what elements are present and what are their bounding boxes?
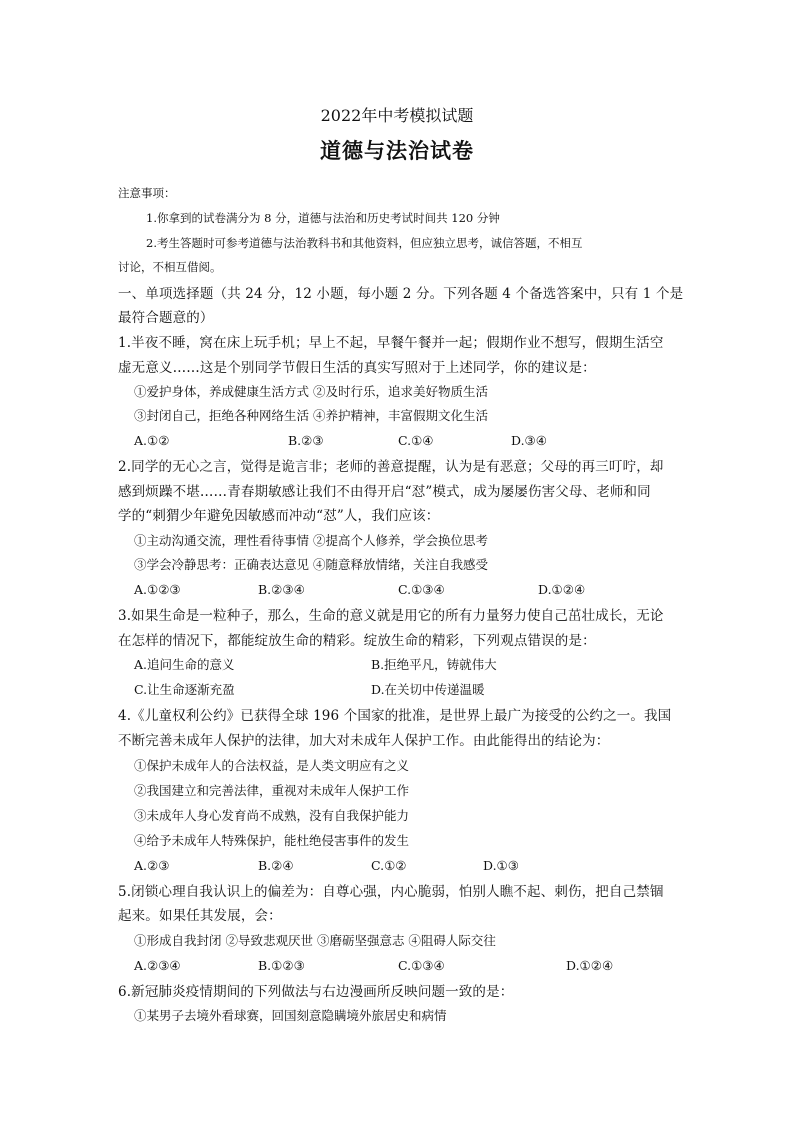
q2-stem-line-1: 2.同学的无心之言，觉得是诡言非；老师的善意提醒，认为是有恶意；父母的再三叮咛，却	[118, 459, 664, 475]
exam-title: 2022年中考模拟试题	[320, 106, 474, 125]
q5-stem-line-2: 起来。如果任其发展，会：	[118, 908, 282, 924]
q4-choice-b[interactable]: B.②④	[258, 858, 294, 873]
notice-item-1: 1.你拿到的试卷满分为 8 分，道德与法治和历史考试时间共 120 分钟	[146, 211, 500, 225]
q2-choice-d[interactable]: D.①②④	[538, 582, 586, 597]
q2-options-line-1: ①主动沟通交流，理性看待事情 ②提高个人修养，学会换位思考	[134, 533, 488, 548]
q2-choice-a[interactable]: A.①②③	[134, 582, 181, 597]
q5-choice-a[interactable]: A.②③④	[134, 958, 181, 973]
q3-stem-line-2: 在怎样的情况下，都能绽放生命的精彩。绽放生命的精彩，下列观点错误的是：	[118, 633, 596, 649]
q2-choice-c[interactable]: C.①③④	[398, 582, 445, 597]
q1-choice-c[interactable]: C.①④	[398, 433, 434, 448]
q1-choice-a[interactable]: A.①②	[134, 433, 170, 448]
q5-choice-b[interactable]: B.①②③	[258, 958, 305, 973]
q2-stem-line-2: 感到烦躁不堪……青春期敏感让我们不由得开启“怼”模式，成为屡屡伤害父母、老师和同	[118, 484, 651, 500]
q1-options-line-2: ③封闭自己，拒绝各种网络生活 ④养护精神，丰富假期文化生活	[134, 408, 488, 423]
q4-stem-line-2: 不断完善未成年人保护的法律，加大对未成年人保护工作。由此能得出的结论为：	[118, 733, 610, 749]
notice-item-2-line-1: 2.考生答题时可参考道德与法治教科书和其他资料，但应独立思考，诚信答题，不相互	[146, 236, 583, 250]
q3-choice-b[interactable]: B.拒绝平凡，铸就伟大	[371, 657, 497, 672]
q1-stem-line-2: 虚无意义……这是个别同学节假日生活的真实写照对于上述同学，你的建议是：	[118, 360, 596, 376]
q5-options-line-1: ①形成自我封闭 ②导致悲观厌世 ③磨砺坚强意志 ④阻碍人际交往	[134, 933, 496, 948]
q4-option-2: ②我国建立和完善法律，重视对未成年人保护工作	[134, 783, 410, 798]
q6-option-1: ①某男子去境外看球赛，回国刻意隐瞒境外旅居史和病情	[134, 1008, 447, 1023]
paper-title: 道德与法治试卷	[320, 138, 474, 163]
q5-stem-line-1: 5.闭锁心理自我认识上的偏差为：自尊心强，内心脆弱，怕别人瞧不起、刺伤，把自己禁锢	[118, 884, 664, 900]
q5-choice-c[interactable]: C.①③④	[398, 958, 445, 973]
q4-stem-line-1: 4.《儿童权利公约》已获得全球 196 个国家的批准，是世界上最广为接受的公约之一。我国	[118, 708, 672, 724]
q3-stem-line-1: 3.如果生命是一粒种子，那么，生命的意义就是用它的所有力量努力使自己茁壮成长，无论	[118, 608, 664, 624]
q4-option-3: ③未成年人身心发育尚不成熟，没有自我保护能力	[134, 808, 410, 823]
q4-choice-a[interactable]: A.②③	[134, 858, 170, 873]
q3-choice-d[interactable]: D.在关切中传递温暖	[371, 682, 485, 697]
q2-choice-b[interactable]: B.②③④	[258, 582, 305, 597]
q2-stem-line-3: 学的“刺猬少年避免因敏感而冲动“怼”人，我们应该：	[118, 508, 440, 524]
q5-choice-d[interactable]: D.①②④	[566, 958, 614, 973]
section-heading-line-1: 一、单项选择题（共 24 分，12 小题，每小题 2 分。下列各题 4 个备选答案中，只有 1 个是	[118, 286, 684, 302]
q1-choice-b[interactable]: B.②③	[288, 433, 324, 448]
q3-choice-a[interactable]: A.追问生命的意义	[134, 657, 235, 672]
q1-stem-line-1: 1.半夜不睡，窝在床上玩手机；早上不起，早餐午餐并一起；假期作业不想写，假期生活空	[118, 335, 664, 351]
notice-heading: 注意事项：	[118, 186, 176, 200]
q4-choice-c[interactable]: C.①②	[371, 858, 407, 873]
notice-item-2-line-2: 讨论，不相互借阅。	[118, 260, 222, 274]
q4-option-1: ①保护未成年人的合法权益，是人类文明应有之义	[134, 758, 410, 773]
q1-choice-d[interactable]: D.③④	[511, 433, 547, 448]
section-heading-line-2: 最符合题意的）	[118, 310, 214, 326]
q1-options-line-1: ①爱护身体，养成健康生活方式 ②及时行乐，追求美好物质生活	[134, 384, 488, 399]
q6-stem-line-1: 6.新冠肺炎疫情期间的下列做法与右边漫画所反映问题一致的是：	[118, 984, 514, 1000]
q3-choice-c[interactable]: C.让生命逐渐充盈	[134, 682, 235, 697]
q4-option-4: ④给予未成年人特殊保护，能杜绝侵害事件的发生	[134, 833, 410, 848]
q2-options-line-2: ③学会冷静思考：正确表达意见 ④随意释放情绪，关注自我感受	[134, 557, 488, 572]
q4-choice-d[interactable]: D.①③	[483, 858, 519, 873]
